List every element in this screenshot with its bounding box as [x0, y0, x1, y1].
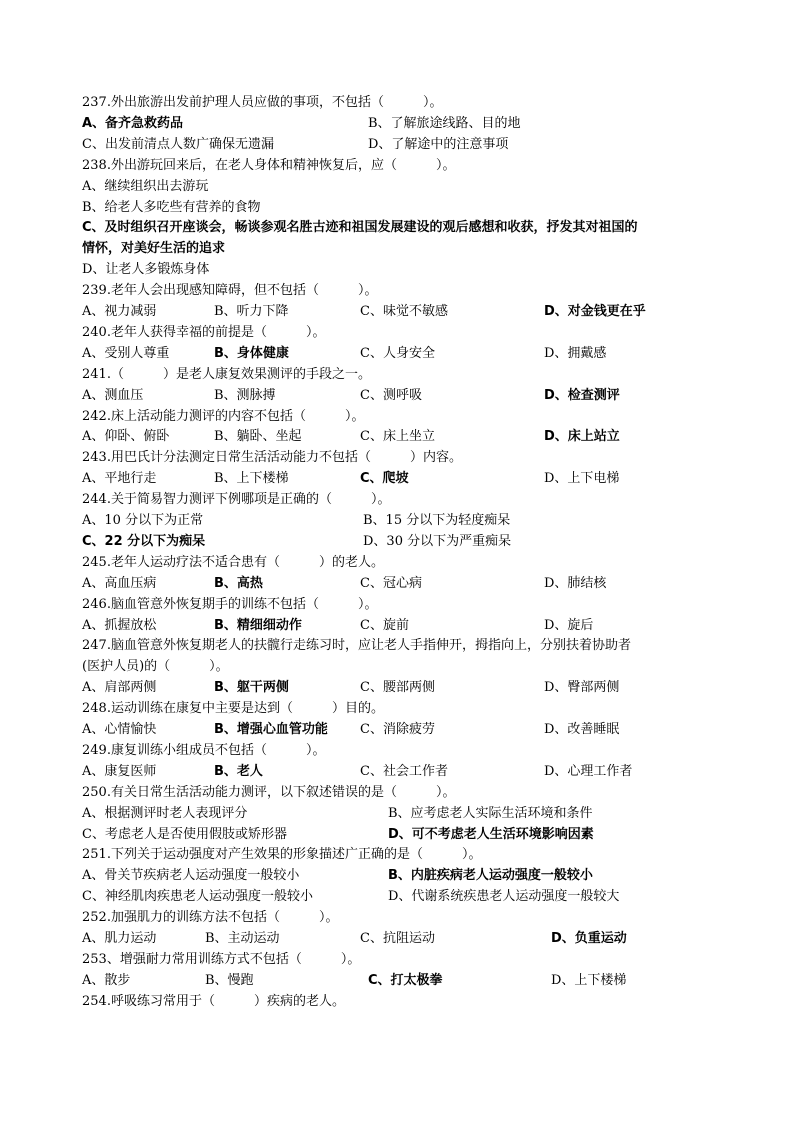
answer-option-correct: D、对金钱更在乎 — [544, 304, 646, 319]
answer-option: C、消除疲劳 — [360, 722, 435, 737]
answer-option: A、骨关节疾病老人运动强度一般较小 — [82, 868, 300, 884]
question-line: 247.脑血管意外恢复期老人的扶髋行走练习时，应让老人手指伸开，拇指向上，分别扶着协助者 — [82, 638, 631, 654]
question-line: 252.加强肌力的训练方法不包括（ ）。 — [82, 910, 339, 926]
answer-option: A、康复医师 — [82, 763, 157, 779]
answer-option: C、测呼吸 — [360, 387, 422, 403]
answer-option: D、改善睡眠 — [544, 722, 620, 737]
question-line: 248.运动训练在康复中主要是达到（ ）目的。 — [82, 701, 384, 717]
answer-option: B、应考虑老人实际生活环境和条件 — [388, 805, 593, 821]
answer-option-correct: C、打太极拳 — [368, 972, 443, 988]
answer-option: A、高血压病 — [82, 575, 157, 591]
answer-option-correct: C、22 分以下为痴呆 — [82, 533, 206, 549]
answer-option: C、旋前 — [360, 617, 409, 633]
answer-option: D、肺结核 — [544, 575, 607, 591]
answer-line-correct: C、及时组织召开座谈会，畅谈参观名胜古迹和祖国发展建设的观后感想和收获，抒发其对祖国的 — [82, 220, 638, 236]
question-line: A、继续组织出去游玩 — [82, 178, 209, 194]
answer-option-correct: B、高热 — [214, 575, 263, 591]
answer-option-correct: A、备齐急救药品 — [82, 115, 184, 131]
question-line: 242.床上活动能力测评的内容不包括（ ）。 — [82, 408, 365, 424]
answer-option: C、社会工作者 — [360, 763, 448, 779]
question-line: 239.老年人会出现感知障碍，但不包括（ ）。 — [82, 283, 378, 299]
question-line: 246.脑血管意外恢复期手的训练不包括（ ）。 — [82, 596, 378, 612]
answer-option: C、抗阻运动 — [360, 931, 435, 946]
question-line: 253、增强耐力常用训练方式不包括（ ）。 — [82, 951, 361, 967]
answer-option-correct: D、负重运动 — [551, 931, 627, 946]
question-line: (医护人员)的（ ）。 — [82, 659, 229, 675]
question-line: 249.康复训练小组成员不包括（ ）。 — [82, 742, 326, 758]
answer-option: A、心情愉快 — [82, 722, 157, 737]
question-line: 237.外出旅游出发前护理人员应做的事项，不包括（ ）。 — [82, 95, 443, 110]
answer-option-correct: B、精细细动作 — [214, 617, 302, 633]
answer-line-correct: 情怀，对美好生活的追求 — [82, 241, 226, 257]
answer-option: A、10 分以下为正常 — [82, 513, 204, 528]
answer-option: A、视力减弱 — [82, 304, 157, 319]
answer-option: B、测脉搏 — [214, 387, 276, 403]
answer-option: C、冠心病 — [360, 575, 422, 591]
answer-option: A、平地行走 — [82, 471, 157, 487]
answer-option: C、腰部两侧 — [360, 680, 435, 696]
answer-option-correct: B、躯干两侧 — [214, 680, 289, 696]
answer-option: B、15 分以下为轻度痴呆 — [363, 513, 511, 528]
answer-option: A、抓握放松 — [82, 617, 157, 633]
answer-option: D、臀部两侧 — [544, 680, 620, 696]
answer-option-correct: D、床上站立 — [544, 429, 620, 445]
answer-option: C、人身安全 — [360, 345, 435, 361]
answer-option: B、听力下降 — [214, 304, 289, 319]
answer-option-correct: C、爬坡 — [360, 471, 409, 487]
answer-option: B、慢跑 — [205, 972, 254, 988]
question-line: 250.有关日常生活活动能力测评，以下叙述错误的是（ ）。 — [82, 784, 456, 800]
question-line: 243.用巴氏计分法测定日常生活活动能力不包括（ ）内容。 — [82, 450, 462, 466]
answer-option: A、散步 — [82, 972, 131, 988]
answer-option-correct: D、检查测评 — [544, 387, 620, 403]
answer-option: D、30 分以下为严重痴呆 — [363, 533, 512, 549]
answer-option: D、了解途中的注意事项 — [368, 136, 509, 152]
answer-option-correct: B、身体健康 — [214, 345, 289, 361]
answer-option: A、仰卧、俯卧 — [82, 429, 170, 445]
question-line: 254.呼吸练习常用于（ ）疾病的老人。 — [82, 993, 345, 1009]
answer-option: D、代谢系统疾患老人运动强度一般较大 — [388, 889, 620, 905]
answer-option: C、神经肌肉疾患老人运动强度一般较小 — [82, 889, 313, 905]
answer-option: B、躺卧、坐起 — [214, 429, 302, 445]
answer-option: D、上下电梯 — [544, 471, 620, 487]
answer-option: A、肌力运动 — [82, 931, 157, 946]
question-line: 240.老年人获得幸福的前提是（ ）。 — [82, 324, 326, 340]
answer-option-correct: B、增强心血管功能 — [214, 722, 328, 737]
answer-option: C、味觉不敏感 — [360, 304, 448, 319]
question-line: D、让老人多锻炼身体 — [82, 262, 210, 278]
answer-option: D、旋后 — [544, 617, 594, 633]
answer-option: C、考虑老人是否使用假肢或矫形器 — [82, 826, 287, 842]
question-line: 241.（ ）是老人康复效果测评的手段之一。 — [82, 366, 371, 382]
answer-option: C、出发前清点人数广确保无遗漏 — [82, 136, 274, 152]
answer-option: A、测血压 — [82, 387, 144, 403]
answer-option: B、上下楼梯 — [214, 471, 289, 487]
answer-option: C、床上坐立 — [360, 429, 435, 445]
question-line: B、给老人多吃些有营养的食物 — [82, 199, 261, 215]
answer-option-correct: D、可不考虑老人生活环境影响因素 — [388, 826, 594, 842]
question-line: 251.下列关于运动强度对产生效果的形象描述广正确的是（ ）。 — [82, 847, 482, 863]
answer-option: D、上下楼梯 — [551, 972, 627, 988]
answer-option-correct: B、内脏疾病老人运动强度一般较小 — [388, 868, 593, 884]
question-line: 238.外出游玩回来后，在老人身体和精神恢复后，应（ ）。 — [82, 157, 456, 173]
answer-option: A、受别人尊重 — [82, 345, 170, 361]
answer-option: D、心理工作者 — [544, 763, 633, 779]
answer-option: A、根据测评时老人表现评分 — [82, 805, 248, 821]
answer-option: B、了解旅途线路、目的地 — [368, 115, 521, 131]
answer-option: A、肩部两侧 — [82, 680, 157, 696]
answer-option: B、主动运动 — [205, 931, 280, 946]
answer-option: D、拥戴感 — [544, 345, 607, 361]
question-line: 244.关于简易智力测评下例哪项是正确的（ ）。 — [82, 492, 391, 508]
question-line: 245.老年人运动疗法不适合患有（ ）的老人。 — [82, 554, 384, 570]
answer-option-correct: B、老人 — [214, 763, 263, 779]
